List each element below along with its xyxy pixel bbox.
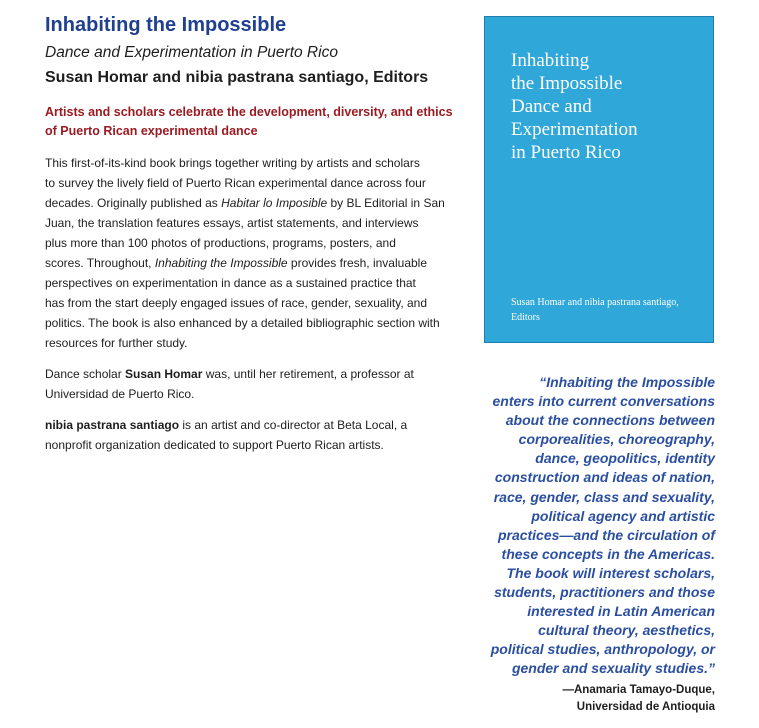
description-line: to survey the lively field of Puerto Rican experimental dance across four xyxy=(45,176,426,190)
book-subtitle: Dance and Experimentation in Puerto Rico xyxy=(45,44,338,61)
author-name: Susan Homar xyxy=(125,367,203,381)
cover-title: Inhabiting the Impossible Dance and Experimentation in Puerto Rico xyxy=(511,50,638,163)
bio-pastrana: nibia pastrana santiago is an artist and co-director at Beta Local, a nonprofit organization dedicated to support Puerto Rican artists. xyxy=(45,418,408,452)
book-title-inline: Inhabiting the Impossible xyxy=(154,256,288,270)
book-title: Inhabiting the Impossible xyxy=(45,14,287,36)
description-line: scores. Throughout, Inhabiting the Impossible provides fresh, invaluable xyxy=(45,256,428,270)
book-description xyxy=(45,153,455,353)
description-line: This first-of-its-kind book brings together writing by artists and scholars xyxy=(45,156,420,170)
description-line: resources for further study. xyxy=(45,336,188,350)
description-line: decades. Originally published as Habitar lo Imposible by BL Editorial in San xyxy=(45,196,445,210)
bio-homar: Dance scholar Susan Homar was, until her retirement, a professor at Universidad de Puerto Rico. xyxy=(45,367,414,401)
book-cover-image xyxy=(484,16,714,343)
description-line: Juan, the translation features essays, artist statements, and interviews xyxy=(45,216,419,230)
description-line: plus more than 100 photos of productions, programs, posters, and xyxy=(45,236,396,250)
endorsement-quote: “Inhabiting the Impossible enters into current conversations about the connections between corporealities, choreography, dance, geopolitics, identity construction and ideas of nation, race, gender, class and sexuality, political agency and artistic practices—and the circulation of these concepts in the Americas. The book will interest scholars, students, practitioners and those interested in Latin American cultural theory, aesthetics, political studies, anthropology, or gender and sexuality studies.” xyxy=(490,374,715,677)
original-title: Habitar lo Imposible xyxy=(221,196,328,210)
cover-editors: Susan Homar and nibia pastrana santiago, Editors xyxy=(511,297,679,323)
description-line: perspectives on experimentation in dance as a sustained practice that xyxy=(45,276,416,290)
endorsement-attribution: —Anamaria Tamayo-Duque, Universidad de Antioquia xyxy=(562,684,715,713)
book-tagline: Artists and scholars celebrate the development, diversity, and ethics of Puerto Rican experimental dance xyxy=(45,105,453,138)
description-line: politics. The book is also enhanced by a detailed bibliographic section with xyxy=(45,316,440,330)
book-editors: Susan Homar and nibia pastrana santiago, Editors xyxy=(45,69,429,86)
author-name: nibia pastrana santiago xyxy=(45,418,180,432)
book-info xyxy=(45,10,455,455)
description-line: has from the start deeply engaged issues of race, gender, sexuality, and xyxy=(45,296,428,310)
